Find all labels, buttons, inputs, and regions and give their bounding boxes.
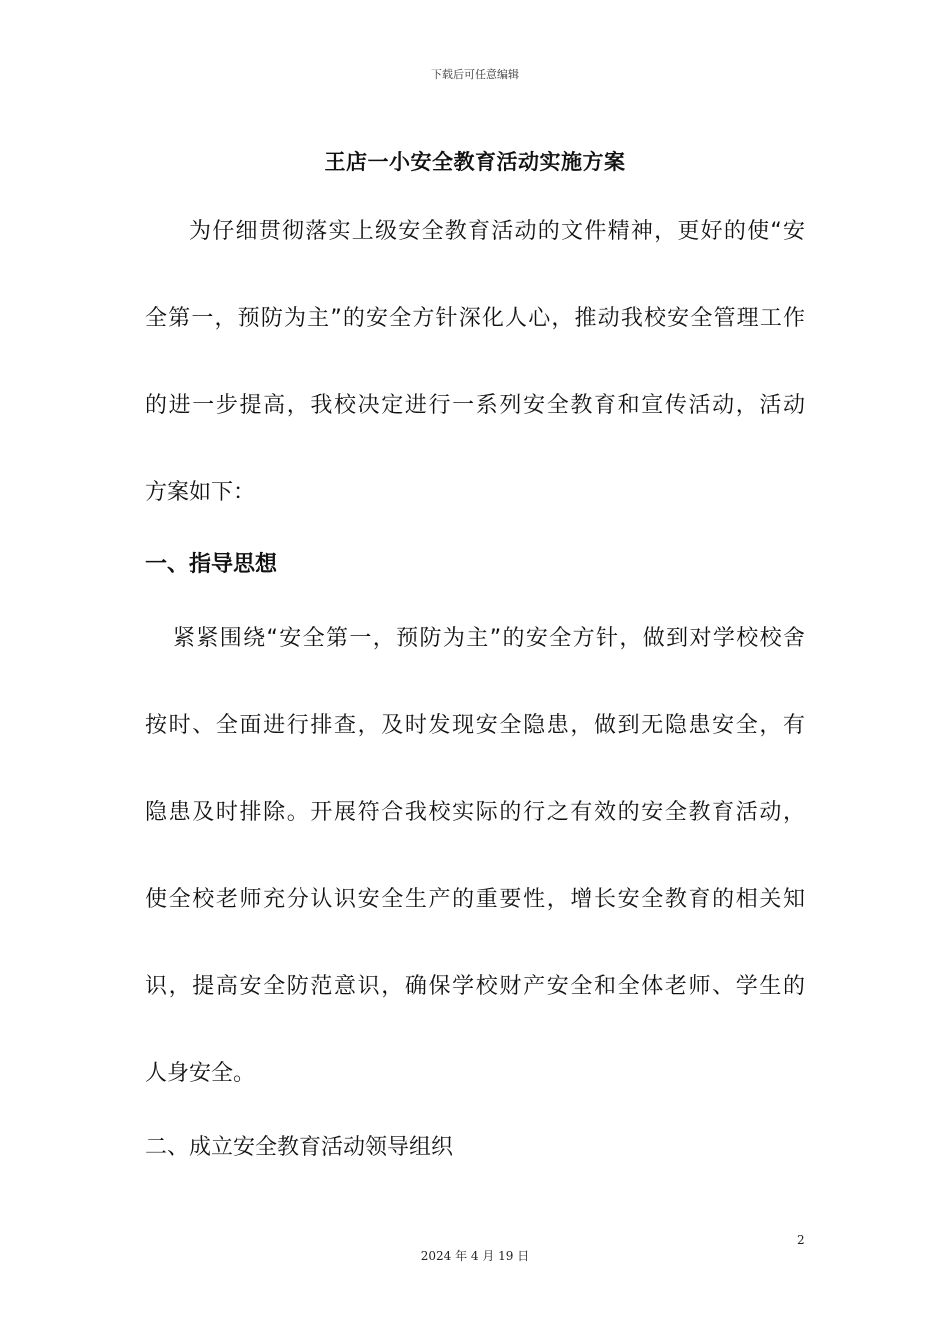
intro-line-4: 方案如下： bbox=[145, 480, 256, 505]
section1-line-2: 按时、全面进行排查，及时发现安全隐患，做到无隐患安全，有 bbox=[145, 713, 805, 738]
section-heading-leadership-group: 二、成立安全教育活动领导组织 bbox=[145, 1135, 454, 1160]
document-title: 王店一小安全教育活动实施方案 bbox=[324, 150, 626, 174]
section1-line-1: 紧紧围绕“安全第一，预防为主”的安全方针，做到对学校校舍 bbox=[173, 626, 806, 651]
intro-line-1: 为仔细贯彻落实上级安全教育活动的文件精神，更好的使“安 bbox=[189, 219, 805, 244]
intro-line-3: 的进一步提高，我校决定进行一系列安全教育和宣传活动，活动 bbox=[145, 393, 805, 418]
section1-line-6: 人身安全。 bbox=[145, 1061, 256, 1086]
footer-date: 2024 年 4 月 19 日 bbox=[420, 1249, 530, 1263]
page-number: 2 bbox=[797, 1233, 805, 1247]
section1-line-4: 使全校老师充分认识安全生产的重要性，增长安全教育的相关知 bbox=[145, 887, 805, 912]
section1-line-5: 识，提高安全防范意识，确保学校财产安全和全体老师、学生的 bbox=[145, 974, 805, 999]
section-heading-guiding-ideology: 一、指导思想 bbox=[145, 552, 278, 577]
intro-line-2: 全第一，预防为主”的安全方针深化人心，推动我校安全管理工作 bbox=[145, 306, 805, 331]
header-note: 下载后可任意编辑 bbox=[431, 68, 519, 81]
section1-line-3: 隐患及时排除。开展符合我校实际的行之有效的安全教育活动， bbox=[145, 800, 805, 825]
